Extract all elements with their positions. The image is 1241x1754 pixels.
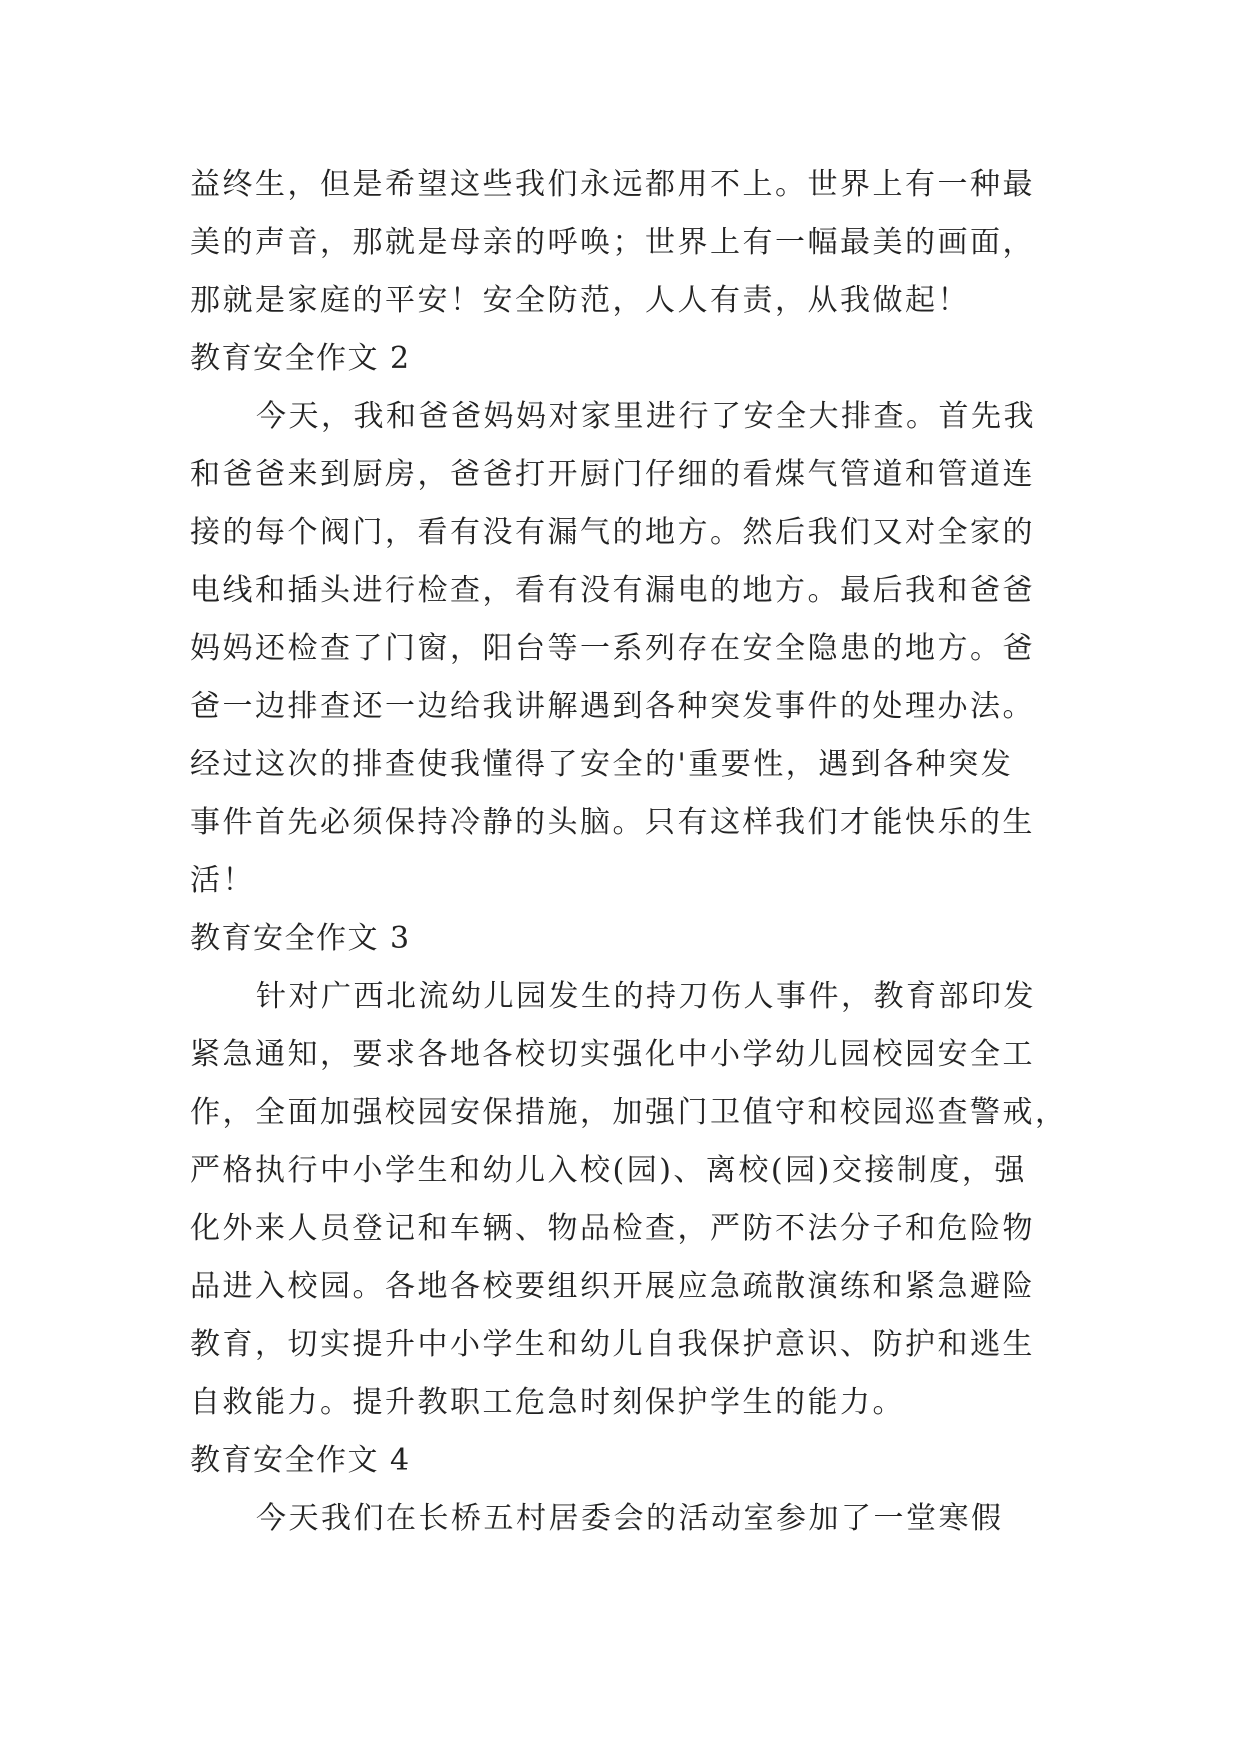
- text-line: 活！: [190, 863, 255, 898]
- paragraph-first-line: 针对广西北流幼儿园发生的持刀伤人事件，教育部印发: [256, 979, 1036, 1014]
- text-line: 妈妈还检查了门窗，阳台等一系列存在安全隐患的地方。爸: [190, 631, 1035, 666]
- section-heading: 教育安全作文 3: [190, 921, 411, 956]
- text-line: 紧急通知，要求各地各校切实强化中小学幼儿园校园安全工: [190, 1037, 1035, 1072]
- paragraph-first-line: 今天，我和爸爸妈妈对家里进行了安全大排查。首先我: [256, 399, 1036, 434]
- section-heading: 教育安全作文 2: [190, 341, 411, 376]
- text-line: 电线和插头进行检查，看有没有漏电的地方。最后我和爸爸: [190, 573, 1035, 608]
- text-line: 教育，切实提升中小学生和幼儿自我保护意识、防护和逃生: [190, 1327, 1035, 1362]
- text-line: 自救能力。提升教职工危急时刻保护学生的能力。: [190, 1385, 905, 1420]
- text-line: 那就是家庭的平安！安全防范，人人有责，从我做起！: [190, 283, 970, 318]
- text-line: 严格执行中小学生和幼儿入校(园)、离校(园)交接制度，强: [190, 1153, 1027, 1188]
- text-line: 和爸爸来到厨房，爸爸打开厨门仔细的看煤气管道和管道连: [190, 457, 1035, 492]
- text-line: 美的声音，那就是母亲的呼唤；世界上有一幅最美的画面，: [190, 225, 1035, 260]
- text-line: 经过这次的排查使我懂得了安全的'重要性，遇到各种突发: [190, 747, 1014, 782]
- text-line: 品进入校园。各地各校要组织开展应急疏散演练和紧急避险: [190, 1269, 1035, 1304]
- document-body: [190, 156, 1070, 1548]
- text-line: 化外来人员登记和车辆、物品检查，严防不法分子和危险物: [190, 1211, 1035, 1246]
- text-line: 爸一边排查还一边给我讲解遇到各种突发事件的处理办法。: [190, 689, 1035, 724]
- section-heading: 教育安全作文 4: [190, 1443, 411, 1478]
- text-line: 事件首先必须保持冷静的头脑。只有这样我们才能快乐的生: [190, 805, 1035, 840]
- text-line: 接的每个阀门，看有没有漏气的地方。然后我们又对全家的: [190, 515, 1035, 550]
- text-line: 益终生，但是希望这些我们永远都用不上。世界上有一种最: [190, 167, 1035, 202]
- paragraph-first-line: 今天我们在长桥五村居委会的活动室参加了一堂寒假: [256, 1501, 1004, 1536]
- text-line: 作，全面加强校园安保措施，加强门卫值守和校园巡查警戒，: [190, 1095, 1068, 1130]
